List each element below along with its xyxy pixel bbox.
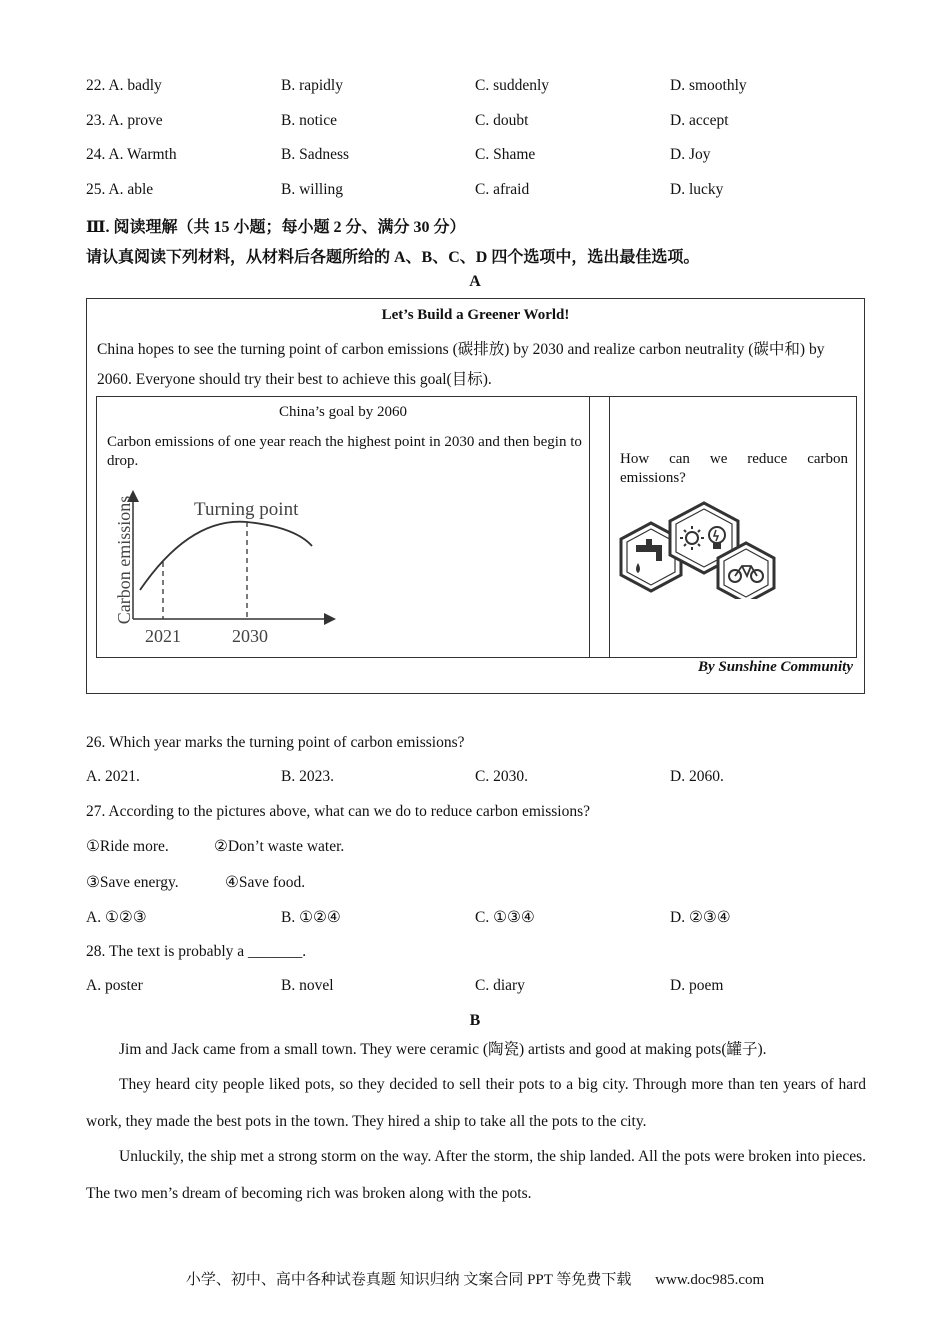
option-a: 22. A. badly <box>86 77 162 94</box>
option-a: 25. A. able <box>86 181 154 198</box>
option-c: C. Shame <box>475 146 536 163</box>
footer-url[interactable]: www.doc985.com <box>655 1272 765 1288</box>
passage-b-label: B <box>469 1012 481 1029</box>
footer-text: 小学、初中、高中各种试卷真题 知识归纳 文案合同 PPT 等免费下载 <box>185 1272 632 1288</box>
option-b: B. 2023. <box>281 768 334 785</box>
option-d: D. ②③④ <box>670 909 731 926</box>
question-27-options <box>86 908 866 930</box>
poster-signature: By Sunshine Community <box>697 659 853 675</box>
option-a: 23. A. prove <box>86 112 163 129</box>
x-tick-2021: 2021 <box>145 626 181 646</box>
option-b: B. Sadness <box>281 146 350 163</box>
poster-title: Let’s Build a Greener World! <box>381 307 570 323</box>
question-27-item-4: ④Save food. <box>225 874 306 891</box>
section-heading: Ⅲ. 阅读理解（共 15 小题；每小题 2 分、满分 30 分） <box>86 219 466 236</box>
passage-b-paragraph-3: Unluckily, the ship met a strong storm on the way. After the storm, the ship landed. All the pots were broken into pieces. The two men’s dream of becoming rich was broken along with the pots. <box>86 1148 866 1202</box>
option-c: C. afraid <box>475 181 530 198</box>
question-26-stem: 26. Which year marks the turning point of carbon emissions? <box>86 734 465 751</box>
question-27-item-2: ②Don’t waste water. <box>214 838 345 855</box>
option-b: B. novel <box>281 977 334 994</box>
option-c: C. suddenly <box>475 77 550 94</box>
panel-divider <box>590 396 609 658</box>
option-row-25 <box>86 181 866 203</box>
option-d: D. lucky <box>670 181 724 198</box>
question-27-item-3: ③Save energy. <box>86 874 179 891</box>
option-c: C. diary <box>475 977 525 994</box>
x-tick-2030: 2030 <box>232 626 268 646</box>
poster <box>86 298 865 694</box>
goal-panel <box>96 396 590 658</box>
goal-title: China’s goal by 2060 <box>279 404 407 420</box>
passage-a-label: A <box>469 273 481 290</box>
option-d: D. poem <box>670 977 724 994</box>
option-d: D. accept <box>670 112 729 129</box>
option-b: B. notice <box>281 112 337 129</box>
question-28-options <box>86 977 866 999</box>
reduce-question: How can we reduce carbon emissions? <box>620 451 848 486</box>
emissions-curve <box>140 522 312 590</box>
option-b: B. willing <box>281 181 344 198</box>
option-c: C. 2030. <box>475 768 528 785</box>
option-b: B. rapidly <box>281 77 343 94</box>
question-27-stem: 27. According to the pictures above, what can we do to reduce carbon emissions? <box>86 803 591 820</box>
question-26-options <box>86 768 866 790</box>
passage-b-paragraph-2: They heard city people liked pots, so they decided to sell their pots to a big city. Through more than ten years of hard work, they made the best pots in the town. They hired a ship to take all the pots to the city. <box>86 1076 866 1130</box>
option-a: A. 2021. <box>86 768 140 785</box>
section-instruction: 请认真阅读下列材料，从材料后各题所给的 A、B、C、D 四个选项中，选出最佳选项。 <box>86 249 700 266</box>
page-footer <box>0 1268 950 1289</box>
option-d: D. Joy <box>670 146 711 163</box>
reduce-panel <box>609 396 857 658</box>
y-axis-label: Carbon emissions <box>114 495 135 625</box>
poster-intro: China hopes to see the turning point of carbon emissions (碳排放) by 2030 and realize carbon neutrality (碳中和) by 2060. Everyone should try their best to achieve this goal(目标). <box>97 341 825 388</box>
option-d: D. smoothly <box>670 77 747 94</box>
option-a: A. poster <box>86 977 143 994</box>
turning-point-label: Turning point <box>194 499 299 520</box>
option-a: A. ①②③ <box>86 909 147 926</box>
option-a: 24. A. Warmth <box>86 146 177 163</box>
option-row-22 <box>86 77 866 99</box>
option-b: B. ①②④ <box>281 909 341 926</box>
goal-text: Carbon emissions of one year reach the highest point in 2030 and then begin to drop. <box>107 434 582 469</box>
option-row-24 <box>86 146 866 168</box>
option-row-23 <box>86 112 866 134</box>
emissions-chart <box>100 482 340 652</box>
passage-b-paragraph-1: Jim and Jack came from a small town. They were ceramic (陶瓷) artists and good at making pots(罐子). <box>119 1041 767 1058</box>
option-c: C. ①③④ <box>475 909 535 926</box>
hexagon-icons <box>618 499 788 599</box>
question-28-stem: 28. The text is probably a _______. <box>86 943 307 960</box>
option-d: D. 2060. <box>670 768 724 785</box>
question-27-item-1: ①Ride more. <box>86 838 169 855</box>
option-c: C. doubt <box>475 112 529 129</box>
